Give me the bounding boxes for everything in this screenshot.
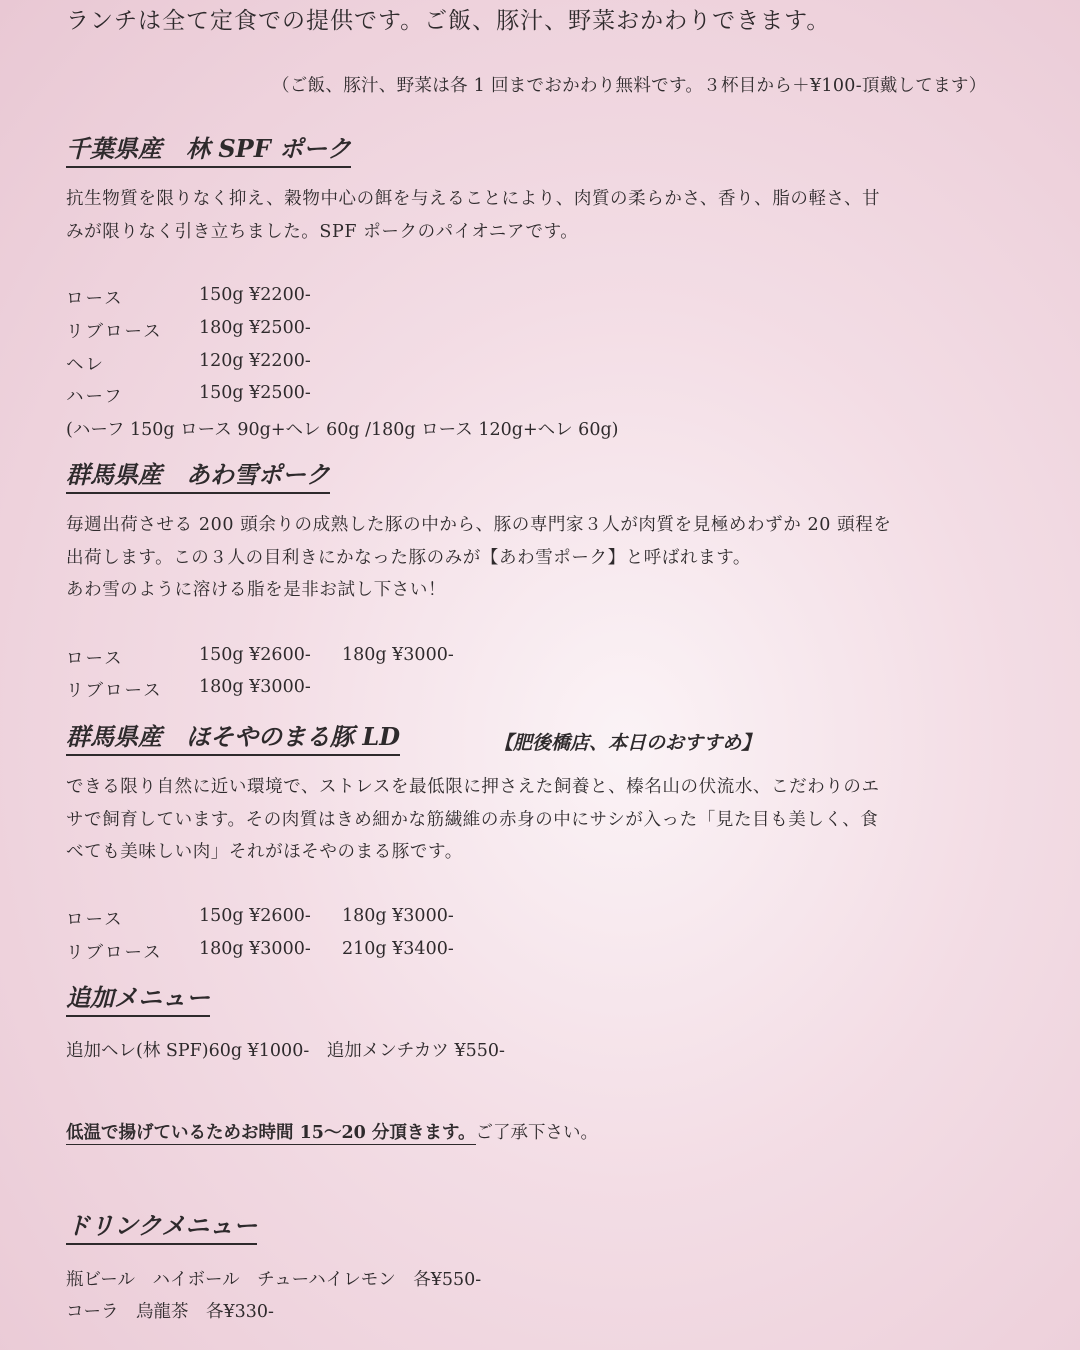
half-note: (ハーフ 150g ロース 90g+ヘレ 60g /180g ロース 120g+ヘレ 60g) (66, 420, 619, 440)
notice-rest: ご了承下さい。 (475, 1123, 598, 1143)
lunch-intro: ランチは全て定食での提供です。ご飯、豚汁、野菜おかわりできます。 (66, 8, 831, 34)
description-line: あわ雪のように溶ける脂を是非お試し下さい！ (66, 580, 447, 600)
item-price: 180g ¥3000- (342, 906, 454, 926)
item-name: ロース (66, 649, 124, 669)
frying-notice (66, 1119, 598, 1144)
description-line: できる限り自然に近い環境で、ストレスを最低限に押さえた飼養と、榛名山の伏流水、こだわりのエ (66, 777, 880, 797)
description-awayuki (66, 509, 891, 607)
item-name: リブロース (66, 681, 163, 701)
item-name: ロース (66, 289, 124, 309)
description-line: べても美味しい肉」それがほそやのまる豚です。 (66, 842, 463, 862)
item-name: ヘレ (66, 355, 105, 375)
item-price: 180g ¥3000- (199, 939, 311, 959)
extra-menu-line: 追加ヘレ(林 SPF)60g ¥1000- 追加メンチカツ ¥550- (66, 1041, 505, 1061)
description-line: サで飼育しています。その肉質はきめ細かな筋繊維の赤身の中にサシが入った「見た目も美しく、食 (66, 809, 879, 830)
description-line: みが限りなく引き立ちました。SPF ポークのパイオニアです。 (66, 221, 579, 242)
description-line: 抗生物質を限りなく抑え、穀物中心の餌を与えることにより、肉質の柔らかさ、香り、脂の軽さ、甘 (66, 189, 881, 209)
item-price: 180g ¥2500- (199, 318, 311, 338)
recommend-badge: 【肥後橋店、本日のおすすめ】 (494, 732, 761, 754)
section-heading-extra: 追加メニュー (66, 983, 210, 1017)
item-price: 150g ¥2600- (199, 645, 311, 665)
item-price: 180g ¥3000- (342, 645, 454, 665)
drink-line: 瓶ビール ハイボール チューハイレモン 各¥550- (66, 1270, 482, 1290)
drink-line: コーラ 烏龍茶 各¥330- (66, 1302, 274, 1322)
item-name: ハーフ (66, 387, 124, 407)
item-price: 150g ¥2500- (199, 383, 311, 403)
item-price: 180g ¥3000- (199, 677, 311, 697)
section-heading-hosoya: 群馬県産 ほそやのまる豚 LD (66, 722, 400, 756)
section-heading-awayuki: 群馬県産 あわ雪ポーク (66, 460, 330, 494)
section-heading-hayashi: 千葉県産 林 SPF ポーク (66, 134, 351, 168)
refill-note: （ご飯、豚汁、野菜は各 1 回までおかわり無料です。３杯目から＋¥100-頂戴してます） (272, 76, 987, 96)
item-price: 120g ¥2200- (199, 351, 311, 371)
item-price: 150g ¥2200- (199, 285, 311, 305)
item-name: リブロース (66, 943, 163, 963)
description-hayashi (66, 183, 880, 248)
description-hosoya (66, 771, 880, 869)
item-name: リブロース (66, 322, 163, 342)
description-line: 毎週出荷させる 200 頭余りの成熟した豚の中から、豚の専門家３人が肉質を見極めわずか 20 頭程を (66, 515, 892, 535)
item-price: 150g ¥2600- (199, 906, 311, 926)
notice-bold: 低温で揚げているためお時間 15～20 分頂きます。 (66, 1123, 476, 1143)
section-heading-drinks: ドリンクメニュー (66, 1211, 257, 1245)
description-line: 出荷します。この３人の目利きにかなった豚のみが【あわ雪ポーク】と呼ばれます。 (66, 547, 751, 568)
item-price: 210g ¥3400- (342, 939, 454, 959)
item-name: ロース (66, 910, 124, 930)
